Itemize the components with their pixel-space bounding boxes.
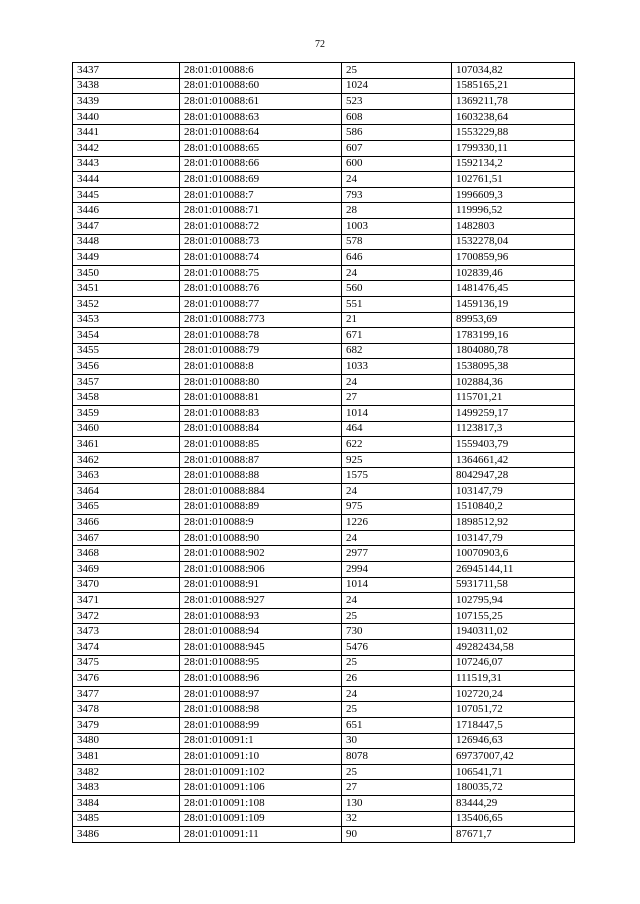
cadastral-number-cell: 28:01:010088:76 [180, 281, 342, 297]
table-row [73, 468, 575, 484]
area-cell: 2994 [342, 562, 452, 578]
area-cell: 27 [342, 390, 452, 406]
row-number-cell: 3478 [73, 702, 180, 718]
row-number-cell: 3460 [73, 421, 180, 437]
table-row [73, 608, 575, 624]
row-number-cell: 3452 [73, 296, 180, 312]
area-cell: 24 [342, 530, 452, 546]
area-cell: 25 [342, 702, 452, 718]
cadastral-value-cell: 126946,63 [452, 733, 575, 749]
cadastral-value-cell: 1123817,3 [452, 421, 575, 437]
cadastral-value-cell: 1481476,45 [452, 281, 575, 297]
row-number-cell: 3437 [73, 63, 180, 79]
cadastral-number-cell: 28:01:010088:90 [180, 530, 342, 546]
row-number-cell: 3454 [73, 328, 180, 344]
cadastral-number-cell: 28:01:010088:9 [180, 515, 342, 531]
cadastral-number-cell: 28:01:010088:96 [180, 671, 342, 687]
cadastral-number-cell: 28:01:010088:60 [180, 78, 342, 94]
table-row [73, 795, 575, 811]
table-row [73, 172, 575, 188]
row-number-cell: 3469 [73, 562, 180, 578]
table-row [73, 421, 575, 437]
table-row [73, 811, 575, 827]
area-cell: 30 [342, 733, 452, 749]
area-cell: 24 [342, 484, 452, 500]
cadastral-value-cell: 180035,72 [452, 780, 575, 796]
cadastral-number-cell: 28:01:010088:61 [180, 94, 342, 110]
cadastral-value-cell: 1559403,79 [452, 437, 575, 453]
area-cell: 608 [342, 109, 452, 125]
area-cell: 24 [342, 374, 452, 390]
table-row [73, 671, 575, 687]
row-number-cell: 3473 [73, 624, 180, 640]
cadastral-value-cell: 1804080,78 [452, 343, 575, 359]
cadastral-number-cell: 28:01:010088:65 [180, 140, 342, 156]
area-cell: 1575 [342, 468, 452, 484]
area-cell: 607 [342, 140, 452, 156]
cadastral-value-cell: 1538095,38 [452, 359, 575, 375]
cadastral-value-cell: 83444,29 [452, 795, 575, 811]
row-number-cell: 3465 [73, 499, 180, 515]
table-row [73, 359, 575, 375]
cadastral-value-cell: 1482803 [452, 218, 575, 234]
table-row [73, 406, 575, 422]
cadastral-value-cell: 1585165,21 [452, 78, 575, 94]
cadastral-number-cell: 28:01:010088:74 [180, 250, 342, 266]
row-number-cell: 3463 [73, 468, 180, 484]
area-cell: 24 [342, 686, 452, 702]
row-number-cell: 3459 [73, 406, 180, 422]
table-row [73, 780, 575, 796]
area-cell: 793 [342, 187, 452, 203]
row-number-cell: 3485 [73, 811, 180, 827]
row-number-cell: 3464 [73, 484, 180, 500]
cadastral-value-cell: 119996,52 [452, 203, 575, 219]
row-number-cell: 3472 [73, 608, 180, 624]
area-cell: 26 [342, 671, 452, 687]
cadastral-number-cell: 28:01:010088:72 [180, 218, 342, 234]
row-number-cell: 3446 [73, 203, 180, 219]
cadastral-number-cell: 28:01:010091:109 [180, 811, 342, 827]
cadastral-value-cell: 107246,07 [452, 655, 575, 671]
area-cell: 27 [342, 780, 452, 796]
area-cell: 925 [342, 452, 452, 468]
cadastral-value-cell: 1799330,11 [452, 140, 575, 156]
cadastral-number-cell: 28:01:010088:84 [180, 421, 342, 437]
cadastral-number-cell: 28:01:010088:87 [180, 452, 342, 468]
cadastral-number-cell: 28:01:010088:902 [180, 546, 342, 562]
cadastral-value-cell: 1783199,16 [452, 328, 575, 344]
row-number-cell: 3439 [73, 94, 180, 110]
area-cell: 682 [342, 343, 452, 359]
cadastral-number-cell: 28:01:010088:94 [180, 624, 342, 640]
table-row [73, 530, 575, 546]
cadastral-value-cell: 1553229,88 [452, 125, 575, 141]
row-number-cell: 3443 [73, 156, 180, 172]
table-row [73, 312, 575, 328]
cadastral-number-cell: 28:01:010091:106 [180, 780, 342, 796]
row-number-cell: 3455 [73, 343, 180, 359]
table-row [73, 125, 575, 141]
table-row [73, 78, 575, 94]
cadastral-value-cell: 1510840,2 [452, 499, 575, 515]
area-cell: 8078 [342, 749, 452, 765]
cadastral-number-cell: 28:01:010088:6 [180, 63, 342, 79]
cadastral-number-cell: 28:01:010088:99 [180, 717, 342, 733]
cadastral-value-cell: 107034,82 [452, 63, 575, 79]
table-row [73, 702, 575, 718]
table-row [73, 140, 575, 156]
row-number-cell: 3480 [73, 733, 180, 749]
row-number-cell: 3466 [73, 515, 180, 531]
row-number-cell: 3461 [73, 437, 180, 453]
cadastral-value-cell: 1718447,5 [452, 717, 575, 733]
area-cell: 1003 [342, 218, 452, 234]
cadastral-number-cell: 28:01:010088:77 [180, 296, 342, 312]
cadastral-value-cell: 107051,72 [452, 702, 575, 718]
area-cell: 560 [342, 281, 452, 297]
row-number-cell: 3458 [73, 390, 180, 406]
cadastral-number-cell: 28:01:010088:7 [180, 187, 342, 203]
area-cell: 25 [342, 63, 452, 79]
area-cell: 1226 [342, 515, 452, 531]
table-row [73, 437, 575, 453]
row-number-cell: 3475 [73, 655, 180, 671]
table-row [73, 250, 575, 266]
area-cell: 25 [342, 608, 452, 624]
table-row [73, 296, 575, 312]
cadastral-number-cell: 28:01:010088:906 [180, 562, 342, 578]
area-cell: 5476 [342, 639, 452, 655]
table-body [73, 63, 575, 843]
cadastral-number-cell: 28:01:010088:69 [180, 172, 342, 188]
cadastral-number-cell: 28:01:010088:63 [180, 109, 342, 125]
table-row [73, 328, 575, 344]
area-cell: 28 [342, 203, 452, 219]
row-number-cell: 3474 [73, 639, 180, 655]
cadastral-number-cell: 28:01:010088:81 [180, 390, 342, 406]
area-cell: 25 [342, 764, 452, 780]
cadastral-number-cell: 28:01:010088:66 [180, 156, 342, 172]
area-cell: 24 [342, 265, 452, 281]
cadastral-value-cell: 102884,36 [452, 374, 575, 390]
table-row [73, 484, 575, 500]
row-number-cell: 3483 [73, 780, 180, 796]
row-number-cell: 3477 [73, 686, 180, 702]
row-number-cell: 3451 [73, 281, 180, 297]
cadastral-value-cell: 1898512,92 [452, 515, 575, 531]
cadastral-number-cell: 28:01:010088:71 [180, 203, 342, 219]
area-cell: 1014 [342, 406, 452, 422]
cadastral-value-cell: 1459136,19 [452, 296, 575, 312]
cadastral-value-cell: 1499259,17 [452, 406, 575, 422]
row-number-cell: 3467 [73, 530, 180, 546]
area-cell: 90 [342, 827, 452, 843]
table-row [73, 515, 575, 531]
row-number-cell: 3453 [73, 312, 180, 328]
table-row [73, 203, 575, 219]
table-row [73, 562, 575, 578]
cadastral-number-cell: 28:01:010091:108 [180, 795, 342, 811]
row-number-cell: 3450 [73, 265, 180, 281]
area-cell: 730 [342, 624, 452, 640]
cadastral-value-cell: 1603238,64 [452, 109, 575, 125]
area-cell: 24 [342, 172, 452, 188]
cadastral-value-table [72, 62, 575, 843]
cadastral-number-cell: 28:01:010088:97 [180, 686, 342, 702]
row-number-cell: 3440 [73, 109, 180, 125]
row-number-cell: 3476 [73, 671, 180, 687]
area-cell: 622 [342, 437, 452, 453]
cadastral-value-cell: 102761,51 [452, 172, 575, 188]
table-row [73, 577, 575, 593]
row-number-cell: 3462 [73, 452, 180, 468]
area-cell: 975 [342, 499, 452, 515]
row-number-cell: 3442 [73, 140, 180, 156]
table-row [73, 717, 575, 733]
table-row [73, 686, 575, 702]
area-cell: 671 [342, 328, 452, 344]
row-number-cell: 3471 [73, 593, 180, 609]
cadastral-value-cell: 1532278,04 [452, 234, 575, 250]
row-number-cell: 3449 [73, 250, 180, 266]
table-row [73, 109, 575, 125]
cadastral-number-cell: 28:01:010088:75 [180, 265, 342, 281]
table-row [73, 374, 575, 390]
area-cell: 2977 [342, 546, 452, 562]
row-number-cell: 3484 [73, 795, 180, 811]
cadastral-number-cell: 28:01:010088:73 [180, 234, 342, 250]
cadastral-value-cell: 10070903,6 [452, 546, 575, 562]
table-row [73, 749, 575, 765]
cadastral-value-cell: 89953,69 [452, 312, 575, 328]
table-row [73, 639, 575, 655]
row-number-cell: 3486 [73, 827, 180, 843]
cadastral-number-cell: 28:01:010088:89 [180, 499, 342, 515]
cadastral-value-cell: 115701,21 [452, 390, 575, 406]
area-cell: 600 [342, 156, 452, 172]
table-row [73, 733, 575, 749]
page-number: 72 [315, 39, 325, 50]
row-number-cell: 3468 [73, 546, 180, 562]
area-cell: 586 [342, 125, 452, 141]
table-row [73, 655, 575, 671]
cadastral-number-cell: 28:01:010088:93 [180, 608, 342, 624]
row-number-cell: 3456 [73, 359, 180, 375]
row-number-cell: 3479 [73, 717, 180, 733]
table-row [73, 546, 575, 562]
cadastral-value-cell: 1940311,02 [452, 624, 575, 640]
cadastral-value-cell: 111519,31 [452, 671, 575, 687]
cadastral-number-cell: 28:01:010088:88 [180, 468, 342, 484]
area-cell: 32 [342, 811, 452, 827]
cadastral-number-cell: 28:01:010091:102 [180, 764, 342, 780]
area-cell: 578 [342, 234, 452, 250]
cadastral-value-cell: 1996609,3 [452, 187, 575, 203]
row-number-cell: 3441 [73, 125, 180, 141]
cadastral-value-cell: 1700859,96 [452, 250, 575, 266]
cadastral-number-cell: 28:01:010088:79 [180, 343, 342, 359]
row-number-cell: 3447 [73, 218, 180, 234]
cadastral-number-cell: 28:01:010091:11 [180, 827, 342, 843]
cadastral-value-cell: 1369211,78 [452, 94, 575, 110]
cadastral-number-cell: 28:01:010088:884 [180, 484, 342, 500]
cadastral-value-cell: 135406,65 [452, 811, 575, 827]
cadastral-number-cell: 28:01:010088:8 [180, 359, 342, 375]
table-row [73, 281, 575, 297]
table-row [73, 94, 575, 110]
table-row [73, 827, 575, 843]
row-number-cell: 3470 [73, 577, 180, 593]
cadastral-number-cell: 28:01:010088:98 [180, 702, 342, 718]
area-cell: 523 [342, 94, 452, 110]
table-row [73, 156, 575, 172]
row-number-cell: 3444 [73, 172, 180, 188]
cadastral-value-cell: 106541,71 [452, 764, 575, 780]
area-cell: 24 [342, 593, 452, 609]
area-cell: 646 [342, 250, 452, 266]
cadastral-value-cell: 49282434,58 [452, 639, 575, 655]
cadastral-number-cell: 28:01:010088:773 [180, 312, 342, 328]
area-cell: 130 [342, 795, 452, 811]
cadastral-value-cell: 102795,94 [452, 593, 575, 609]
cadastral-value-cell: 102839,46 [452, 265, 575, 281]
cadastral-number-cell: 28:01:010088:95 [180, 655, 342, 671]
cadastral-value-cell: 87671,7 [452, 827, 575, 843]
cadastral-number-cell: 28:01:010091:10 [180, 749, 342, 765]
cadastral-number-cell: 28:01:010088:83 [180, 406, 342, 422]
table-row [73, 499, 575, 515]
cadastral-number-cell: 28:01:010088:85 [180, 437, 342, 453]
cadastral-value-cell: 8042947,28 [452, 468, 575, 484]
area-cell: 1024 [342, 78, 452, 94]
cadastral-value-cell: 5931711,58 [452, 577, 575, 593]
cadastral-value-cell: 102720,24 [452, 686, 575, 702]
cadastral-value-cell: 103147,79 [452, 530, 575, 546]
table-row [73, 764, 575, 780]
area-cell: 464 [342, 421, 452, 437]
row-number-cell: 3481 [73, 749, 180, 765]
table-row [73, 593, 575, 609]
table-row [73, 218, 575, 234]
cadastral-value-cell: 103147,79 [452, 484, 575, 500]
table-row [73, 234, 575, 250]
area-cell: 1014 [342, 577, 452, 593]
row-number-cell: 3482 [73, 764, 180, 780]
area-cell: 551 [342, 296, 452, 312]
table-row [73, 390, 575, 406]
cadastral-number-cell: 28:01:010088:91 [180, 577, 342, 593]
table-row [73, 624, 575, 640]
table-row [73, 265, 575, 281]
cadastral-number-cell: 28:01:010088:80 [180, 374, 342, 390]
area-cell: 651 [342, 717, 452, 733]
table-row [73, 452, 575, 468]
cadastral-number-cell: 28:01:010091:1 [180, 733, 342, 749]
cadastral-number-cell: 28:01:010088:927 [180, 593, 342, 609]
cadastral-number-cell: 28:01:010088:945 [180, 639, 342, 655]
table-row [73, 187, 575, 203]
cadastral-value-cell: 26945144,11 [452, 562, 575, 578]
table-row [73, 343, 575, 359]
area-cell: 25 [342, 655, 452, 671]
row-number-cell: 3457 [73, 374, 180, 390]
cadastral-value-cell: 69737007,42 [452, 749, 575, 765]
cadastral-value-cell: 1364661,42 [452, 452, 575, 468]
table-row [73, 63, 575, 79]
row-number-cell: 3448 [73, 234, 180, 250]
area-cell: 21 [342, 312, 452, 328]
row-number-cell: 3438 [73, 78, 180, 94]
cadastral-value-cell: 1592134,2 [452, 156, 575, 172]
cadastral-value-cell: 107155,25 [452, 608, 575, 624]
cadastral-number-cell: 28:01:010088:64 [180, 125, 342, 141]
row-number-cell: 3445 [73, 187, 180, 203]
cadastral-number-cell: 28:01:010088:78 [180, 328, 342, 344]
area-cell: 1033 [342, 359, 452, 375]
